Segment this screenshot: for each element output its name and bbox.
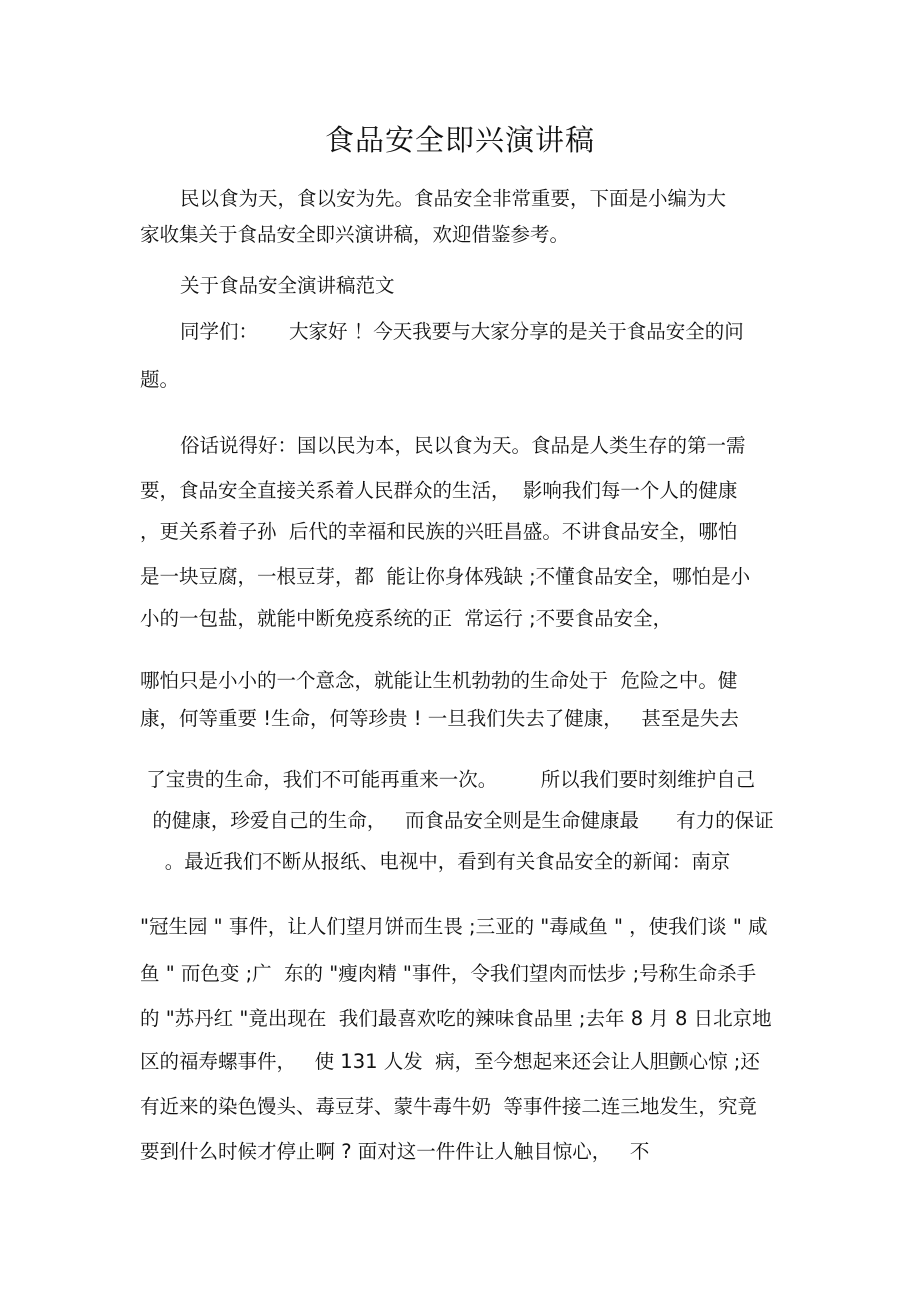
- text-line: 区的福寿螺事件， 使 131 人发 病，至今想起来还会让人胆颤心惊 ;还: [140, 1050, 760, 1073]
- section-heading: 关于食品安全演讲稿范文: [180, 274, 395, 297]
- text-line: 要，食品安全直接关系着人民群众的生活， 影响我们每一个人的健康: [140, 479, 738, 502]
- text-line: 民以食为天，食以安为先。食品安全非常重要，下面是小编为大: [180, 187, 727, 210]
- text-line: 。最近我们不断从报纸、电视中，看到有关食品安全的新闻：南京: [140, 850, 731, 873]
- text-line: 家收集关于食品安全即兴演讲稿，欢迎借鉴参考。: [140, 223, 570, 246]
- text-line: 了宝贵的生命，我们不可能再重来一次。 所以我们要时刻维护自己: [140, 768, 756, 791]
- text-line: 有近来的染色馒头、毒豆芽、蒙牛毒牛奶 等事件接二连三地发生，究竟: [140, 1095, 757, 1118]
- text-line: ，更关系着子孙 后代的幸福和民族的兴旺昌盛。不讲食品安全，哪怕: [140, 520, 738, 543]
- text-line: 鱼 " 而色变 ;广 东的 "瘦肉精 "事件，令我们望肉而怯步 ;号称生命杀手: [140, 962, 757, 985]
- text-line: 康，何等重要 !生命，何等珍贵 ! 一旦我们失去了健康， 甚至是失去: [140, 707, 739, 730]
- text-line: 小的一包盐，就能中断免疫系统的正 常运行 ;不要食品安全，: [140, 607, 673, 630]
- text-line: 的健康，珍爱自己的生命， 而食品安全则是生命健康最 有力的保证: [140, 809, 774, 832]
- text-line: 的 "苏丹红 "竟出现在 我们最喜欢吃的辣味食品里 ;去年 8 月 8 日北京地: [140, 1007, 772, 1030]
- text-line: "冠生园 " 事件，让人们望月饼而生畏 ;三亚的 "毒咸鱼 " ，使我们谈 " 咸: [140, 915, 768, 938]
- text-line: 要到什么时候才停止啊 ? 面对这一件件让人触目惊心， 不: [140, 1140, 650, 1163]
- text-line: 同学们： 大家好 ！今天我要与大家分享的是关于食品安全的问: [180, 320, 744, 343]
- text-line: 俗话说得好：国以民为本，民以食为天。食品是人类生存的第一需: [180, 434, 746, 457]
- text-line: 题。: [140, 368, 180, 391]
- text-line: 哪怕只是小小的一个意念，就能让生机勃勃的生命处于 危险之中。健: [140, 669, 738, 692]
- text-line: 是一块豆腐，一根豆芽，都 能让你身体残缺 ;不懂食品安全，哪怕是小: [140, 565, 751, 588]
- document-title: 食品安全即兴演讲稿: [324, 123, 595, 157]
